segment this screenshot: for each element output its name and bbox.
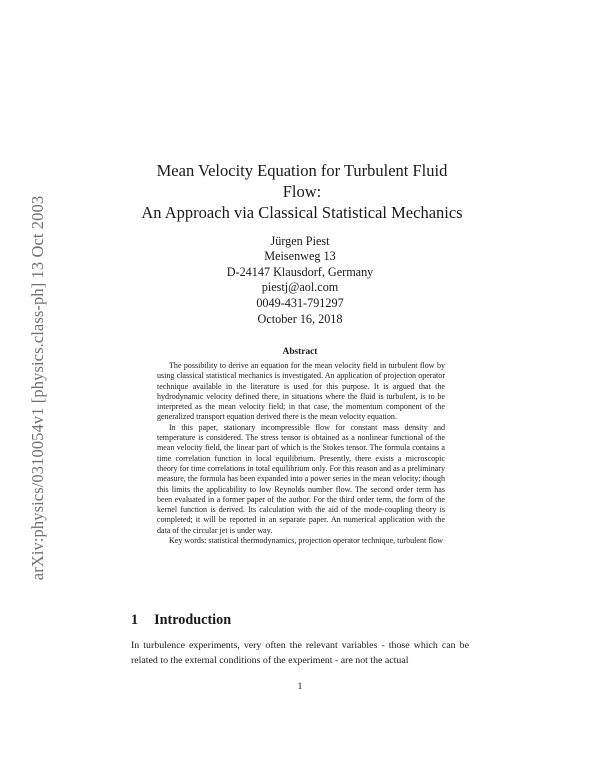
title-line-2: Flow:	[282, 182, 322, 201]
author-name: Jürgen Piest	[270, 234, 330, 248]
title-line-1: Mean Velocity Equation for Turbulent Fluid	[156, 161, 448, 180]
author-street: Meisenweg 13	[264, 249, 336, 264]
abstract-body	[157, 361, 445, 546]
author-email: piestj@aol.com	[261, 280, 339, 295]
abstract-paragraph-1: The possibility to derive an equation for the mean velocity field in turbulent flow by using classical statistical mechanics is investigated. An application of projection operator technique available in the literature is used for this purpose. It is argued that the hydrodynamic velocity defined there, in situations where the fluid is turbulent, is to be interpreted as the mean velocity field; in that case, the momentum component of the generalized transport equation derived there is the mean velocity equation.	[157, 361, 445, 422]
section-number: 1	[131, 612, 139, 628]
page-number: 1	[297, 681, 303, 692]
section-title: Introduction	[154, 612, 232, 628]
abstract-keywords: Key words: statistical thermodynamics, projection operator technique, turbulent flow	[169, 536, 443, 546]
paper-date: October 16, 2018	[257, 312, 343, 326]
author-block	[180, 234, 420, 311]
abstract-paragraph-2: In this paper, stationary incompressible flow for constant mass density and temperature is considered. The stress tensor is obtained as a nonlinear functional of the mean velocity field, the linear part of which is the Stokes tensor. The formula contains a time correlation function in local equilibrium. Presently, there exists a microscopic theory for time correlations in total equilibrium only. For this reason and as a preliminary measure, the formula has been expanded into a power series in the mean velocity; though this limits the applicability to low Reynolds number flow. The second order term has been evaluated in a former paper of the author. For the third order term, the form of the kernel function is derived. Its calculation with the aid of the mode-coupling theory is completed; it will be reported in an separate paper. An numerical application with the data of the circular jet is under way.	[157, 422, 445, 535]
paper-title	[124, 160, 480, 223]
author-city: D-24147 Klausdorf, Germany	[226, 264, 374, 279]
arxiv-identifier-stamp: arXiv:physics/0310054v1 [physics.class-ph] 13 Oct 2003	[28, 195, 47, 581]
title-line-3: An Approach via Classical Statistical Mechanics	[141, 203, 463, 222]
abstract-heading: Abstract	[282, 347, 318, 357]
section-heading	[131, 612, 231, 629]
author-phone: 0049-431-791297	[256, 295, 344, 310]
introduction-paragraph: In turbulence experiments, very often the relevant variables - those which can be related to the external conditions of the experiment - are not the actual	[131, 640, 469, 666]
